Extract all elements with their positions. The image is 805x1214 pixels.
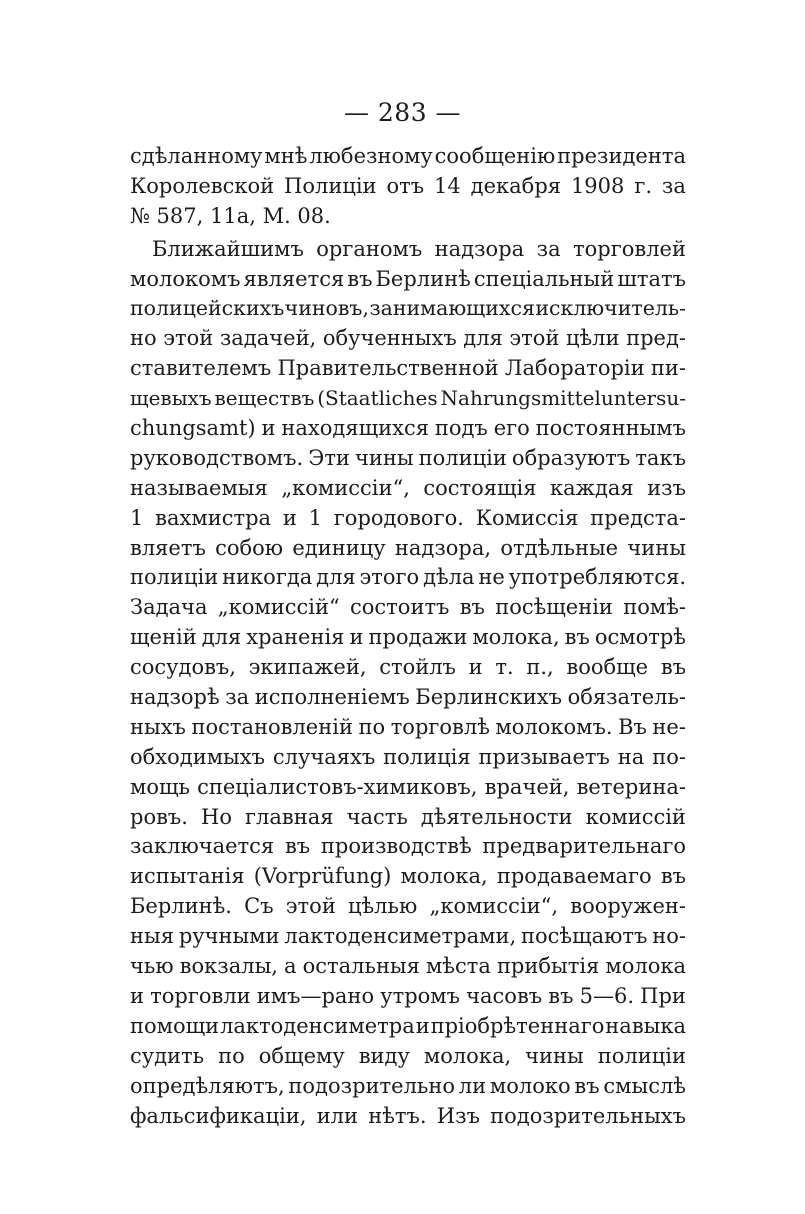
text-line: сдѣланному мнѣ любезному сообщенiю президента <box>130 144 686 168</box>
text-line: заключается въ производствѣ предварительнаго <box>130 834 686 859</box>
text-line: но этой задачей, обученныхъ для этой цѣли пред- <box>130 326 686 351</box>
text-line: опредѣляютъ, подозрительно ли молоко въ смыслѣ <box>130 1073 686 1098</box>
text-line: № 587, 11a, M. 08. <box>130 203 331 228</box>
text-line: фальсификацiи, или нѣтъ. Изъ подозрительныхъ <box>130 1103 686 1128</box>
text-line: и торговли имъ—рано утромъ часовъ въ 5—6. При <box>130 983 686 1008</box>
text-line: Королевской Полицiи отъ 14 декабря 1908 г. за <box>130 173 686 198</box>
text-line: испытанiя (Vorprüfung) молока, продаваемаго въ <box>130 864 686 889</box>
text-line: руководствомъ. Эти чины полицiи образуютъ такъ <box>130 445 686 470</box>
text-line: сосудовъ, экипажей, стойлъ и т. п., вообще въ <box>130 655 686 680</box>
body-text <box>130 142 686 1131</box>
text-line: судить по общему виду молока, чины полицiи <box>130 1043 686 1068</box>
text-line: называемыя „комиссiи“, состоящiя каждая изъ <box>130 475 686 500</box>
text-line: полицiи никогда для этого дѣла не употребляются. <box>130 565 686 590</box>
text-line: Берлинѣ. Съ этой цѣлью „комиссiи“, вооружен- <box>130 894 686 919</box>
text-line: чью вокзалы, а остальныя мѣста прибытiя молока <box>130 954 686 979</box>
text-line: 1 вахмистра и 1 городового. Комиссiя предста- <box>130 505 686 530</box>
text-line: надзорѣ за исполненiемъ Берлинскихъ обязатель- <box>130 685 686 710</box>
text-line: ныхъ постановленiй по торговлѣ молокомъ. Въ не- <box>130 714 686 739</box>
text-line: молокомъ является въ Берлинѣ спецiальный штатъ <box>130 266 686 291</box>
text-line: Задача „комиссiй“ состоитъ въ посѣщенiи помѣ- <box>130 595 686 620</box>
text-line: мощь спецiалистовъ-химиковъ, врачей, ветерина- <box>130 774 686 799</box>
paragraph-1 <box>130 142 686 232</box>
text-line: полицейскихъ чиновъ, занимающихся исключитель- <box>130 296 686 321</box>
text-line: Ближайшимъ органомъ надзора за торговлей <box>152 236 686 261</box>
text-line: щенiй для храненiя и продажи молока, въ осмотрѣ <box>130 625 686 650</box>
text-line: chungsamt) и находящихся подъ его постояннымъ <box>130 416 686 441</box>
text-line: ныя ручными лактоденсиметрами, посѣщаютъ но- <box>130 924 686 949</box>
text-line: вляетъ собою единицу надзора, отдѣльные чины <box>130 535 686 560</box>
text-line: обходимыхъ случаяхъ полицiя призываетъ на по- <box>130 744 686 769</box>
page-number: — 283 — <box>343 98 462 127</box>
text-line: ровъ. Но главная часть дѣятельности комиссiй <box>130 804 686 829</box>
paragraph-2 <box>130 235 686 1132</box>
text-line: помощи лактоденсиметра и прiобрѣтеннаго навыка <box>130 1013 686 1038</box>
text-line: ставителемъ Правительственной Лабораторiи пи- <box>130 356 686 381</box>
text-line: щевыхъ веществъ (Staatliches Nahrungsmitteluntersu- <box>130 386 686 411</box>
